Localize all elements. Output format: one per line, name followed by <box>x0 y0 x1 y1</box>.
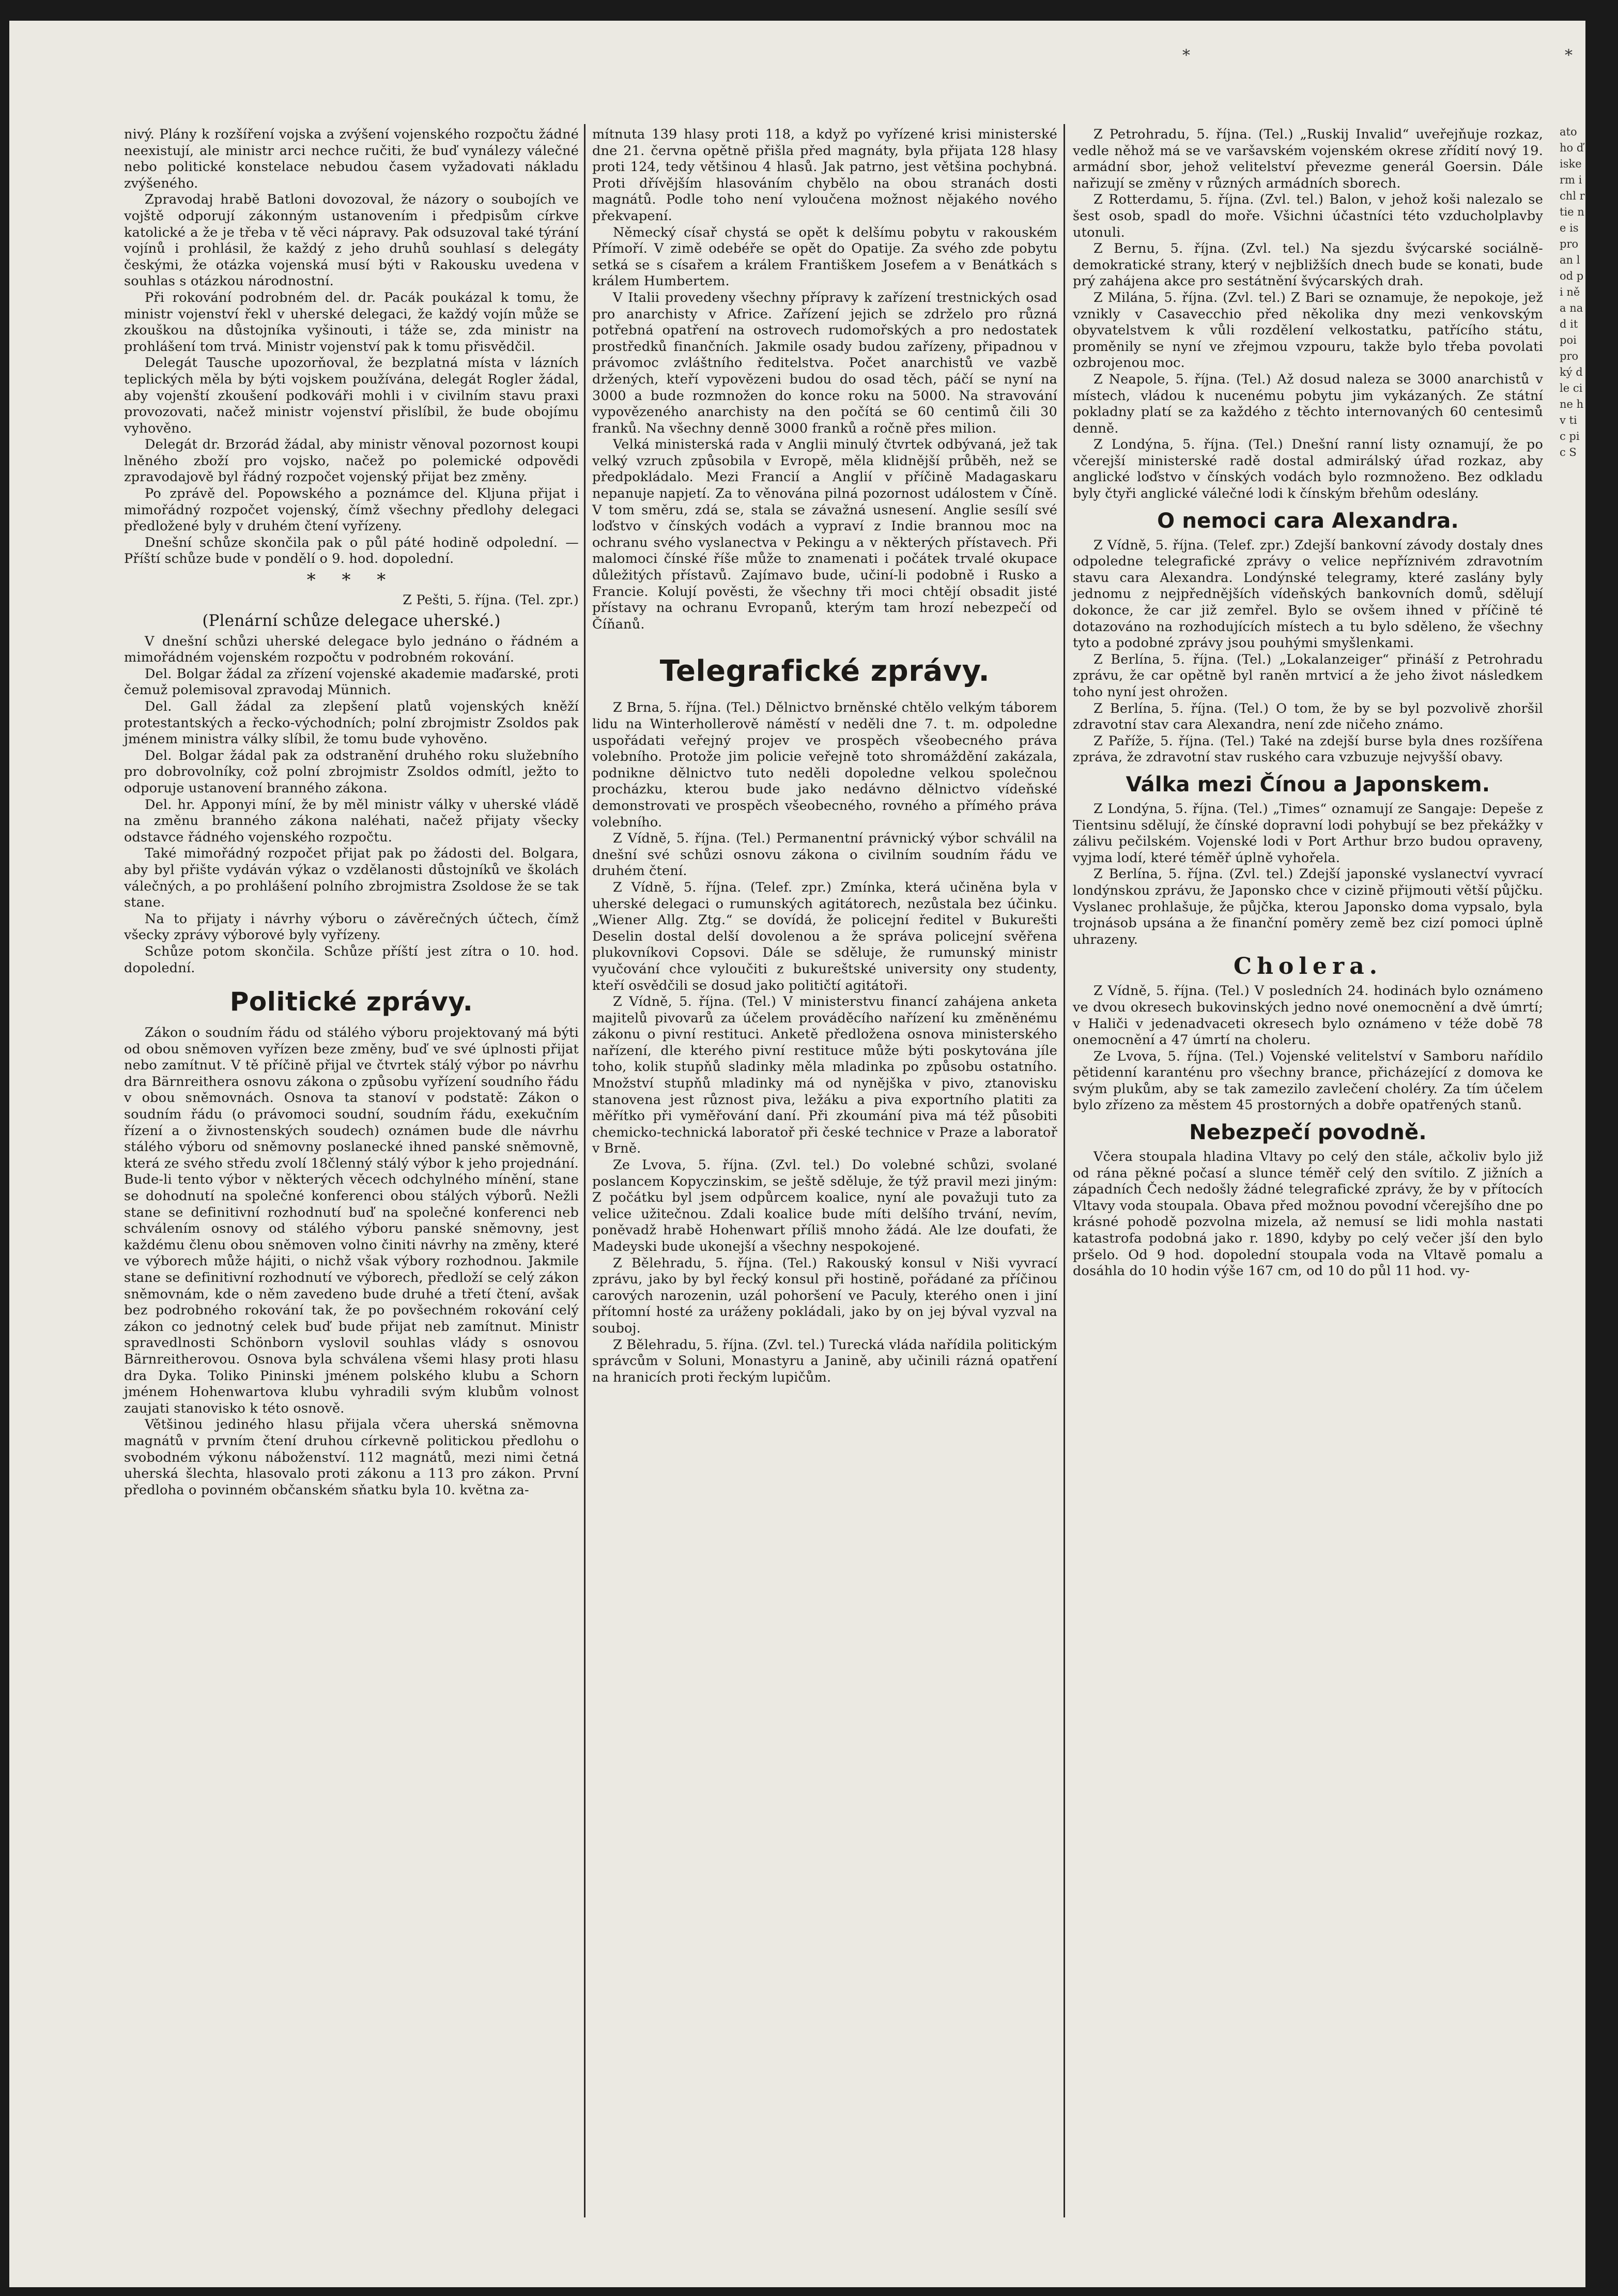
article-paragraph: Zákon o soudním řádu od stálého výboru projektovaný má býti od obou sněmoven vyřízen beze změny, buď ve své úplnosti přijat nebo zamítnut. V tě příčině přijal ve čtvrtek stálý výbor po návrhu dra Bärnreithera osnovu zákona o způsobu vyřízení soudního řádu v obou sněmovnách. Osnova ta stanoví v podstatě: Zákon o soudním řádu (o právomoci soudní, soudním řádu, exekučním řízení a o živnostenských soudech) oznámen bude dle návrhu stálého výboru od sněmovny poslanecké ihned panské sněmovně, která ze svého středu zvolí 18členný stálý výbor k jeho projednání. Bude-li tento výbor v některých věcech odchylného mínění, stane se dohodnutí na společné konferenci obou stálých výborů. Nežli stane se definitivní rozhodnutí buď na společné konferenci neb schválením osnovy od stálého výboru panské sněmovny, jest každému členu obou sněmoven volno činiti návrhy na změny, které ve výborech může hájiti, o nichž však výbory rozhodnou. Jakmile stane se definitivní rozhodnutí ve výborech, předloží se celý zákon sněmovnám, kde o něm zavedeno bude druhé a třetí čtení, avšak bez podrobného rokování tak, že po povšechném rokování celý zákon co jednotný celek buď bude přijat neb zamítnut. Ministr spravedlnosti Schönborn vyslovil souhlas vlády s osnovou Bärnreitherovou. Osnova byla schválena všemi hlasy proti hlasu dra Dyka. Toliko Pininski jménem polského klubu a Schorn jménem Hohenwartova klubu vyhradili svým klubům volnost zaujati stanovisko k této osnově. <box>124 1025 579 1416</box>
telegram-item: Z Bělehradu, 5. října. (Zvl. tel.) Turecká vláda nařídila politickým správcům v Soluni, Monastyru a Janině, aby učinili rázná opatření na hranicích proti řeckým lupičům. <box>592 1337 1057 1385</box>
article-paragraph: Včera stoupala hladina Vltavy po celý den stále, ačkoliv bylo již od rána pěkné počasí a slunce téměř celý den svítilo. Z jižních a západních Čech nedošly žádné telegrafické zprávy, že by v přítocích Vltavy voda stoupala. Obava před možnou povodní včerejšího dne po krásné pohodě pozvolna mizela, až nemusí se lidi mohla nastati katastrofa podobná jako r. 1890, kdyby po celý večer jší den bylo pršelo. Od 9 hod. dopolední stoupala voda na Vltavě pomalu a dosáhla do 10 hodin výše 167 cm, od 10 do půl 11 hod. vy- <box>1073 1149 1543 1279</box>
telegram-item: Z Vídně, 5. října. (Telef. zpr.) Zmínka, která učiněna byla v uherské delegaci o rumunských agitátorech, nezůstala bez účinku. „Wiener Allg. Ztg.“ se dovídá, že policejní ředitel v Bukurešti Deselin dostal delší dovolenou a že správa policejní svěřena plukovníkovi Copsovi. Dále se sděluje, že rumunský ministr vyučování chce vyloučiti z bukureštské university ony studenty, kteří osvědčili se dosud jako političtí agitátoři. <box>592 879 1057 993</box>
section-heading-telegraficke-zpravy: Telegrafické zprávy. <box>659 654 990 688</box>
article-paragraph: Při rokování podrobném del. dr. Pacák poukázal k tomu, že ministr vojenství řekl v uherské delegaci, že každý vojín může se zkouškou na důstojníka vyšinouti, i táže se, zda ministr na prohlášení tom trvá. Ministr vojenství pak k tomu přisvědčil. <box>124 289 579 355</box>
article-paragraph: Na to přijaty i návrhy výboru o závěrečných účtech, čímž všecky zprávy výborové byly vyřízeny. <box>124 911 579 943</box>
adjacent-page-edge-text: ato ho ďiskerm i chl rtie ne is pro an lod pi ně a nad it poi pro ký dle ci ne hv ti c pic S <box>1560 126 1585 458</box>
telegram-item: Z Petrohradu, 5. října. (Tel.) „Ruskij Invalid“ uveřejňuje rozkaz, vedle něhož má se ve varšavském vojenském okrese zřídití nový 19. armádní sbor, jehož velitelství převezme generál Goersin. Dále nařizují se změny v různých armádních sborech. <box>1073 127 1543 191</box>
article-paragraph: Del. Gall žádal za zlepšení platů vojenských kněží protestantských a řecko-východních; polní zbrojmistr Zsoldos pak jménem ministra války slíbil, že tomu bude vyhověno. <box>124 699 579 747</box>
telegram-item: Z Paříže, 5. října. (Tel.) Také na zdejší burse byla dnes rozšířena zpráva, že zdravotní stav ruského cara vzbuzuje nejvyšší obavy. <box>1073 733 1543 766</box>
article-paragraph: Dnešní schůze skončila pak o půl páté hodině odpolední. — Příští schůze bude v pondělí o 9. hod. dopolední. <box>124 534 579 567</box>
article-paragraph: V Italii provedeny všechny přípravy k zařízení trestnických osad pro anarchisty v Africe. Zařízení jejich se zdrželo pro různá potřebná opatření na ostrovech rudomořských a pro nedostatek prostředků finančních. Jakmile osady budou zařízeny, připadnou v právomoc zvláštního ředitelstva. Počet anarchistů ve vazbě držených, kteří vypovězeni budou do osad těch, páčí se nyní na 3000 a bude rozmnožen do konce roku na 5000. Na stravování vypovězeného anarchisty na den počítá se 60 centimů čili 30 franků. Na všechny denně 3000 franků a ročně přes milion. <box>592 289 1057 436</box>
article-paragraph: Delegát Tausche upozorňoval, že bezplatná místa v lázních teplických měla by býti vojskem používána, delegát Rogler žádal, aby vojenští zkoušení podkováři mohli i v civilním stavu praxi provozovati, načež ministr vojenství přislíbil, že bude obojímu vyhověno. <box>124 355 579 436</box>
telegram-item: Z Berlína, 5. října. (Tel.) „Lokalanzeiger“ přináší z Petrohradu zprávu, že car opětně byl raněn mrtvicí a že jeho život následkem toho nyní jest ohrožen. <box>1073 651 1543 700</box>
corner-mark: * <box>1565 47 1573 65</box>
section-heading-valka: Válka mezi Čínou a Japonskem. <box>1126 772 1490 797</box>
telegram-item: Z Milána, 5. října. (Zvl. tel.) Z Bari se oznamuje, že nepokoje, jež vznikly v Casavecchio před několika dny mezi venkovským obyvatelstvem k vůli rozdělení velkostatku, patřícího státu, proměnily se nyní ve zřejmou vzpouru, takže bylo třeba povolati ozbrojenou moc. <box>1073 289 1543 371</box>
section-separator: * * * <box>306 570 396 591</box>
article-paragraph: Po zprávě del. Popowského a poznámce del. Kljuna přijat i mimořádný rozpočet vojenský, čímž všechny předlohy delegaci předložené byly v druhém čtení vyřízeny. <box>124 486 579 534</box>
column-rule-2 <box>1064 124 1065 2217</box>
telegram-item: Z Berlína, 5. října. (Tel.) O tom, že by se byl pozvolivě zhoršil zdravotní stav cara Alexandra, není zde ničeho známo. <box>1073 700 1543 733</box>
telegram-item: Ze Lvova, 5. října. (Zvl. tel.) Do volebné schůzi, svolané poslancem Kopyczinskim, se ještě sděluje, že týž pravil mezi jiným: Z počátku byl jsem odpůrcem koalice, nyní ale považuji tuto za velice užitečnou. Zdali koalice bude míti delšího trvání, nevím, poněvadž hrabě Hohenwart příliš mnoho žádá. Ale lze doufati, že Madeyski bude ukonejší a všechny nespokojené. <box>592 1157 1057 1254</box>
telegram-item: Z Londýna, 5. října. (Tel.) Dnešní ranní listy oznamují, že po včerejší ministerské radě dostal admirálský úřad rozkaz, aby anglické loďstvo v čínských vodách bylo rozmnoženo. Bez odkladu byly čtyři anglické válečné lodi k čínským břehům odeslány. <box>1073 437 1543 502</box>
section-heading-nemoc-cara: O nemoci cara Alexandra. <box>1157 509 1459 533</box>
telegram-item: Z Bernu, 5. října. (Zvl. tel.) Na sjezdu švýcarské sociálně-demokratické strany, který v nejbližších dnech bude se konati, bude prý zahájena akce pro sestátnění švýcarských drah. <box>1073 241 1543 289</box>
article-paragraph: Německý císař chystá se opět k delšímu pobytu v rakouském Přímoří. V zimě odebéře se opět do Opatije. Za svého zde pobytu setká se s císařem a králem Františkem Josefem a v Benátkách s králem Humbertem. <box>592 224 1057 289</box>
article-paragraph: Většinou jediného hlasu přijala včera uherská sněmovna magnátů v prvním čtení druhou církevně politickou předlohu o svobodném výkonu náboženství. 112 magnátů, mezi nimi četná uherská šlechta, hlasovalo proti zákonu a 113 pro zákon. První předloha o povinném občanském sňatku byla 10. května za- <box>124 1417 579 1498</box>
column-2 <box>592 127 1057 1386</box>
telegram-item: Ze Lvova, 5. října. (Tel.) Vojenské velitelství v Samboru nařídilo pětidenní karanténu pro všechny brance, přicházející z domova ke svým plukům, aby se tak zamezilo zavlečení choléry. Za tím účelem bylo zřízeno za městem 45 prostorných a dobře opatřených stanů. <box>1073 1048 1543 1113</box>
article-paragraph: Delegát dr. Brzorád žádal, aby ministr věnoval pozornost koupi lněného zboží pro vojsko, načež po polemické odpovědi zpravodajově byl řádný rozpočet vojenský přijat bez změny. <box>124 437 579 485</box>
column-rule-1 <box>584 124 585 2217</box>
telegram-item: Z Londýna, 5. října. (Tel.) „Times“ oznamují ze Sangaje: Depeše z Tientsinu sdělují, že čínské dopravní lodi pohybují se bez překážky v zálivu pečilském. Vojenské lodi v Port Arthur brzo budou opraveny, vyjma lodí, které téměř úplně vyhořela. <box>1073 801 1543 866</box>
article-paragraph: Také mimořádný rozpočet přijat pak po žádosti del. Bolgara, aby byl přište vydáván výkaz o vzdělanosti důstojníků ve školách válečných, a po prohlášení polního zbrojmistra Zsoldose že se tak stane. <box>124 846 579 911</box>
article-paragraph: Velká ministerská rada v Anglii minulý čtvrtek odbývaná, jež tak velký vzruch způsobila v Evropě, měla klidnější průběh, než se předpokládalo. Mezi Francií a Anglií v příčině Madagaskaru nepanuje napjetí. Za to věnována pilná pozornost událostem v Číně. V tom směru, zdá se, stala se závažná usnesení. Anglie sesílí své loďstvo v čínských vodách a vypraví z Indie brannou moc na ochranu svého vyslanectva v Pekingu a v některých přístavech. Při malomoci čínské říše může to znamenati i počátek trvalé okupace důležitých přístavů. Zajímavo bude, učiní-li podobně i Rusko a Francie. Kolují pověsti, že všechny tři moci chtějí obsadit jisté přístavy na ochranu Evropanů, kterým tam hrozí nebezpečí od Číňanů. <box>592 437 1057 632</box>
telegram-item: Z Vídně, 5. října. (Tel.) V posledních 24. hodinách bylo oznámeno ve dvou okresech bukovinských jedno nové onemocnění a dvě úmrtí; v Haliči v jedenadvaceti okresech bylo oznámeno v téže době 78 onemocnění a 47 úmrtí na choleru. <box>1073 983 1543 1048</box>
telegram-item: Z Vídně, 5. října. (Tel.) V ministerstvu financí zahájena anketa majitelů pivovarů za účelem prováděcího nařízení ku změněnému zákonu o pivní restituci. Anketě předložena osnova ministerského nařízení, dle kterého pivní restituce může býti poskytována jíle toho, kolik stupňů sladinky měla mladinka po způsobu ostatního. Množství stupňů mladinky má od nynějška v pivo, ztanovisku stanovena jest různost piva, ležáku a piva exportního platiti za měřítko při vyměřování daní. Při zkoumání piva má též působiti chemicko-technická laboratoř při české technice v Praze a laboratoř v Brně. <box>592 994 1057 1157</box>
article-paragraph: Del. hr. Apponyi míní, že by měl ministr války v uherské vládě na změnu branného zákona naléhati, načež přijaty všecky odstavce řádného vojenského rozpočtu. <box>124 797 579 845</box>
telegram-item: Z Berlína, 5. října. (Zvl. tel.) Zdejší japonské vyslanectví vyvrací londýnskou zprávu, že Japonsko chce v cizině přijmouti větší půjčku. Vyslanec prohlašuje, že půjčka, kterou Japonsko doma vypsalo, byla trojnásob upsána a že finanční poměry země bez cizí pomoci úplně uhrazeny. <box>1073 866 1543 947</box>
telegram-item: Z Bělehradu, 5. října. (Tel.) Rakouský konsul v Niši vyvrací zprávu, jako by byl řecký konsul při hostině, pořádané za příčinou carových narozenin, uzál pohoršení ve Paculy, kterého onen i jiní přítomní hosté za uráženy pokládali, jako by on jej býval vyzval na souboj. <box>592 1255 1057 1336</box>
section-heading-politicke-zpravy: Politické zprávy. <box>229 987 473 1017</box>
column-3 <box>1073 127 1543 1280</box>
article-paragraph: Schůze potom skončila. Schůze příští jest zítra o 10. hod. dopolední. <box>124 943 579 976</box>
column-1 <box>124 127 579 1498</box>
top-mark: * <box>1182 47 1190 65</box>
dateline: Z Pešti, 5. října. (Tel. zpr.) <box>403 592 579 608</box>
article-paragraph: Zpravodaj hrabě Batloni dovozoval, že názory o soubojích ve vojště odporují zákonným ustanovením i předpisům církve katolické a že je třeba v tě věci nápravy. Pak odsuzoval také týrání vojínů i prohlásil, že každý z jeho druhů souhlasí s delegáty českými, že otázka vojenská musí býti v Rakousku uvedena v souhlas s otázkou národnostní. <box>124 192 579 289</box>
telegram-item: Z Rotterdamu, 5. října. (Zvl. tel.) Balon, v jehož koši nalezalo se šest osob, spadl do moře. Všichni účastníci této vzducholplavby utonuli. <box>1073 192 1543 240</box>
article-paragraph: Del. Bolgar žádal za zřízení vojenské akademie maďarské, proti čemuž polemisoval zpravodaj Münnich. <box>124 666 579 698</box>
article-paragraph: nivý. Plány k rozšíření vojska a zvýšení vojenského rozpočtu žádné neexistují, ale ministr arci nechce ručiti, že buď vynálezy válečné nebo politické konstelace nebudou časem vyžadovati nákladu zvýšeného. <box>124 127 579 191</box>
telegram-item: Z Neapole, 5. října. (Tel.) Až dosud naleza se 3000 anarchistů v místech, vládou k nucenému pobytu jim vykázaných. Ze státní pokladny platí se za každého z těchto internovaných 60 centesimů denně. <box>1073 371 1543 436</box>
newspaper-page <box>9 21 1585 2287</box>
section-heading-povoden: Nebezpečí povodně. <box>1189 1121 1427 1145</box>
section-heading-cholera: Cholera. <box>1233 953 1383 980</box>
article-paragraph: Del. Bolgar žádal pak za odstranění druhého roku služebního pro dobrovolníky, což polní zbrojmistr Zsoldos odmítl, ježto to odporuje ustanovení branného zákona. <box>124 747 579 796</box>
session-heading: (Plenární schůze delegace uherské.) <box>202 611 501 630</box>
telegram-item: Z Vídně, 5. října. (Tel.) Permanentní právnický výbor schválil na dnešní své schůzi osnovu zákona o civilním soudním řádu ve druhém čtení. <box>592 831 1057 879</box>
telegram-item: Z Vídně, 5. října. (Telef. zpr.) Zdejší bankovní závody dostaly dnes odpoledne telegrafické zprávy o velice nepříznivém zdravotním stavu cara Alexandra. Londýnské telegramy, které zaslány byly jednomu z nejpřednějších vídeňských bankovních domů, sdělují dokonce, že car již zemřel. Bylo se ovšem ihned v příčině té dotazováno na rozhodujících místech a tu bylo sděleno, že všechny tyto a podobné zprávy jsou pouhými smyšlenkami. <box>1073 537 1543 651</box>
article-paragraph: V dnešní schůzi uherské delegace bylo jednáno o řádném a mimořádném vojenském rozpočtu v podrobném rokování. <box>124 633 579 666</box>
article-paragraph: mítnuta 139 hlasy proti 118, a když po vyřízené krisi ministerské dne 21. června opětně přišla před magnáty, byla přijata 128 hlasy proti 124, tedy většinou 4 hlasů. Jak patrno, jest většina pochybná. Proti dřívějším hlasováním chybělo na obou stranách dosti magnátů. Podle toho není vyloučena možnost nějakého nového překvapení. <box>592 127 1057 224</box>
telegram-item: Z Brna, 5. října. (Tel.) Dělnictvo brněnské chtělo velkým táborem lidu na Winterhollerově náměstí v neděli dne 7. t. m. odpoledne uspořádati veřejný projev ve prospěch všeobecného práva volebního. Protože jim policie veřejně toto shromáždění zakázala, podnikne dělnictvo tuto neděli dopoledne velkou společnou procházku, kterou bude jako nedávno dělnictvo vídeňské demonstrovati ve prospěch všeobecného, rovného a přímého práva volebního. <box>592 700 1057 830</box>
